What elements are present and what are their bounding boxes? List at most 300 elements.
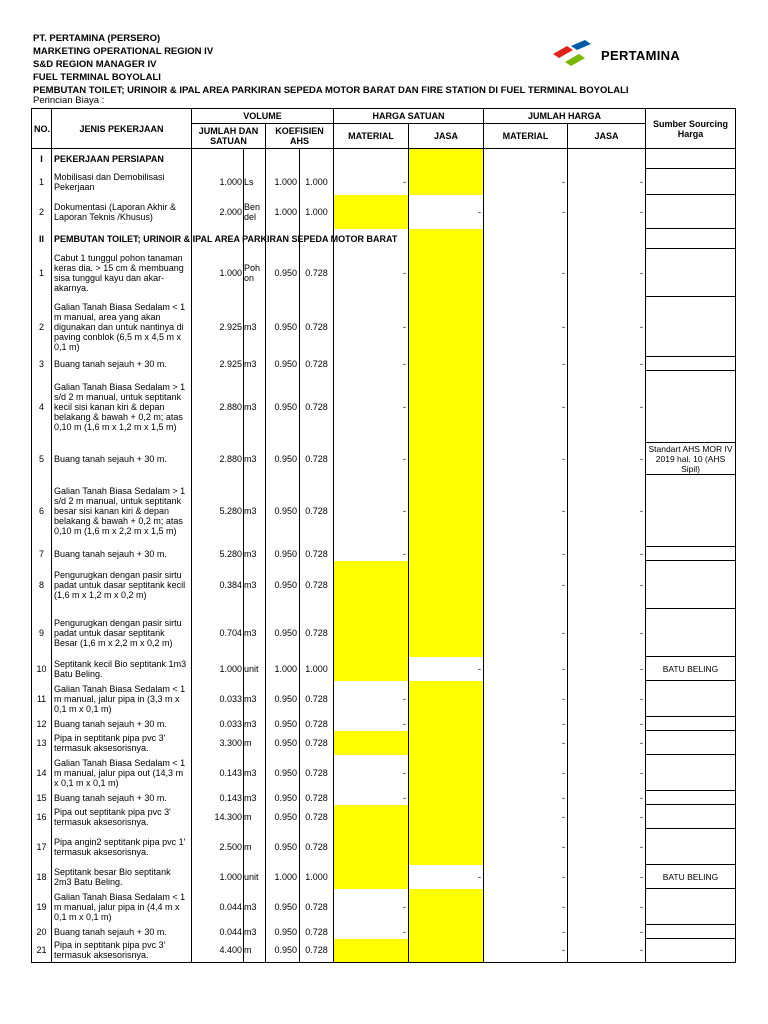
item-description: Pipa in septitank pipa pvc 3' termasuk aksesorisnya. (52, 939, 192, 963)
item-description: Pipa out septitank pipa pvc 3' termasuk aksesorisnya. (52, 805, 192, 829)
item-coefficient: 0.950 (266, 717, 300, 731)
item-ahs: 0.728 (300, 443, 334, 475)
item-material-price: - (334, 889, 409, 925)
col-jasa: JASA (409, 124, 484, 149)
item-quantity: 0.143 (192, 755, 244, 791)
subtitle: Perincian Biaya : (33, 95, 105, 106)
item-unit: m (244, 939, 266, 963)
item-quantity: 2.880 (192, 443, 244, 475)
item-coefficient: 0.950 (266, 249, 300, 297)
item-number: 5 (32, 443, 52, 475)
item-quantity: 2.880 (192, 371, 244, 443)
item-unit: m3 (244, 371, 266, 443)
item-unit: m3 (244, 681, 266, 717)
sumber-cell (646, 791, 736, 805)
item-total-jasa: - (568, 717, 646, 731)
item-jasa-price (409, 297, 484, 357)
item-coefficient: 0.950 (266, 475, 300, 547)
item-quantity: 0.143 (192, 791, 244, 805)
item-coefficient: 1.000 (266, 657, 300, 681)
item-total-jasa: - (568, 371, 646, 443)
item-total-jasa: - (568, 297, 646, 357)
col-jumlah-material: MATERIAL (484, 124, 568, 149)
item-quantity: 0.033 (192, 681, 244, 717)
item-number: 20 (32, 925, 52, 939)
item-ahs: 0.728 (300, 829, 334, 865)
item-description: Buang tanah sejauh + 30 m. (52, 357, 192, 371)
item-number: 21 (32, 939, 52, 963)
table-row (32, 717, 736, 731)
item-coefficient: 0.950 (266, 609, 300, 657)
table-row (32, 805, 736, 829)
item-ahs: 0.728 (300, 925, 334, 939)
item-coefficient: 0.950 (266, 443, 300, 475)
empty-cell (192, 149, 244, 169)
item-unit: m3 (244, 357, 266, 371)
item-description: Galian Tanah Biasa Sedalam > 1 s/d 2 m manual, untuk septitank besar sisi kanan kiri & depan belakang & bawah + 0,2 m; atas 0,10 m (1,6 m x 2,2 m x 1,5 m) (52, 475, 192, 547)
item-description: Buang tanah sejauh + 30 m. (52, 717, 192, 731)
item-ahs: 1.000 (300, 195, 334, 229)
table-row (32, 561, 736, 609)
item-unit: m3 (244, 443, 266, 475)
item-total-material: - (484, 889, 568, 925)
item-material-price (334, 939, 409, 963)
item-coefficient: 0.950 (266, 681, 300, 717)
item-ahs: 1.000 (300, 657, 334, 681)
table-row (32, 475, 736, 547)
item-total-material: - (484, 297, 568, 357)
item-jasa-price: - (409, 195, 484, 229)
sumber-cell (646, 475, 736, 547)
item-ahs: 0.728 (300, 681, 334, 717)
item-material-price: - (334, 791, 409, 805)
sumber-cell (646, 547, 736, 561)
section-row (32, 229, 736, 249)
item-description: Galian Tanah Biasa Sedalam > 1 s/d 2 m manual, untuk septitank kecil sisi kanan kiri & depan belakang & bawah + 0,2 m; atas 0,10 m (1,6 m x 1,2 m x 1,5 m) (52, 371, 192, 443)
section-number: I (32, 149, 52, 169)
item-number: 15 (32, 791, 52, 805)
item-description: Buang tanah sejauh + 30 m. (52, 547, 192, 561)
item-ahs: 0.728 (300, 357, 334, 371)
sumber-cell (646, 357, 736, 371)
item-description: Galian Tanah Biasa Sedalam < 1 m manual, jalur pipa in (3,3 m x 0,1 m x 0,1 m) (52, 681, 192, 717)
item-ahs: 1.000 (300, 865, 334, 889)
sumber-cell (646, 829, 736, 865)
item-unit: m (244, 829, 266, 865)
item-unit: m3 (244, 547, 266, 561)
item-total-material: - (484, 357, 568, 371)
sumber-cell (646, 561, 736, 609)
item-quantity: 1.000 (192, 249, 244, 297)
item-coefficient: 0.950 (266, 829, 300, 865)
item-total-jasa: - (568, 791, 646, 805)
item-unit: Poh on (244, 249, 266, 297)
item-quantity: 2.925 (192, 297, 244, 357)
table-row (32, 249, 736, 297)
item-number: 2 (32, 297, 52, 357)
item-total-material: - (484, 547, 568, 561)
item-number: 1 (32, 169, 52, 195)
item-description: Buang tanah sejauh + 30 m. (52, 791, 192, 805)
col-volume: VOLUME (192, 109, 334, 124)
empty-cell (568, 149, 646, 169)
item-number: 3 (32, 357, 52, 371)
manager-name: S&D REGION MANAGER IV (33, 59, 157, 70)
item-quantity: 5.280 (192, 547, 244, 561)
item-unit: m3 (244, 889, 266, 925)
col-harga-satuan: HARGA SATUAN (334, 109, 484, 124)
item-coefficient: 0.950 (266, 731, 300, 755)
sumber-cell (646, 609, 736, 657)
empty-cell (409, 229, 484, 249)
item-unit: m3 (244, 561, 266, 609)
cost-table (31, 108, 736, 963)
item-quantity: 0.044 (192, 889, 244, 925)
item-ahs: 0.728 (300, 717, 334, 731)
sumber-cell (646, 371, 736, 443)
item-unit: m3 (244, 475, 266, 547)
item-ahs: 0.728 (300, 731, 334, 755)
item-jasa-price (409, 805, 484, 829)
item-number: 7 (32, 547, 52, 561)
item-description: Cabut 1 tunggul pohon tanaman keras dia. > 15 cm & membuang sisa tunggul kayu dan akar-akarnya. (52, 249, 192, 297)
item-jasa-price (409, 249, 484, 297)
table-row (32, 443, 736, 475)
section-number: II (32, 229, 52, 249)
item-coefficient: 0.950 (266, 357, 300, 371)
item-material-price (334, 805, 409, 829)
table-row (32, 297, 736, 357)
item-total-jasa: - (568, 475, 646, 547)
empty-cell (244, 149, 266, 169)
sumber-cell (646, 805, 736, 829)
item-number: 14 (32, 755, 52, 791)
item-description: Buang tanah sejauh + 30 m. (52, 925, 192, 939)
col-koefisien: KOEFISIEN AHS (266, 124, 334, 149)
item-coefficient: 0.950 (266, 889, 300, 925)
item-number: 8 (32, 561, 52, 609)
sumber-cell (646, 297, 736, 357)
logo-text: PERTAMINA (601, 48, 681, 63)
sumber-cell (646, 229, 736, 249)
item-number: 6 (32, 475, 52, 547)
item-quantity: 1.000 (192, 657, 244, 681)
item-unit: m (244, 805, 266, 829)
item-total-jasa: - (568, 925, 646, 939)
item-unit: m3 (244, 717, 266, 731)
table-body (32, 149, 736, 963)
item-total-material: - (484, 561, 568, 609)
item-ahs: 0.728 (300, 475, 334, 547)
item-material-price: - (334, 371, 409, 443)
item-jasa-price (409, 681, 484, 717)
pertamina-logo-icon (551, 40, 599, 70)
table-row (32, 357, 736, 371)
empty-cell (334, 149, 409, 169)
item-ahs: 0.728 (300, 609, 334, 657)
item-coefficient: 1.000 (266, 195, 300, 229)
item-unit: Ben del (244, 195, 266, 229)
table-row (32, 829, 736, 865)
document-header (33, 32, 629, 97)
item-description: Galian Tanah Biasa Sedalam < 1 m manual, area yang akan digunakan dan untuk nantinya di paving conblok (6,5 m x 4,5 m x 0,1 m) (52, 297, 192, 357)
item-ahs: 0.728 (300, 805, 334, 829)
col-jumlah-jasa: JASA (568, 124, 646, 149)
item-total-material: - (484, 731, 568, 755)
item-number: 2 (32, 195, 52, 229)
terminal-name: FUEL TERMINAL BOYOLALI (33, 72, 161, 83)
item-total-jasa: - (568, 657, 646, 681)
item-total-jasa: - (568, 609, 646, 657)
empty-cell (484, 229, 568, 249)
item-material-price: - (334, 475, 409, 547)
sumber-cell (646, 717, 736, 731)
company-name: PT. PERTAMINA (PERSERO) (33, 33, 161, 44)
item-jasa-price (409, 475, 484, 547)
item-material-price: - (334, 249, 409, 297)
sumber-cell: BATU BELING (646, 865, 736, 889)
item-description: Dokumentasi (Laporan Akhir & Laporan Teknis /Khusus) (52, 195, 192, 229)
item-material-price: - (334, 681, 409, 717)
sumber-cell (646, 195, 736, 229)
item-total-jasa: - (568, 755, 646, 791)
table-row (32, 195, 736, 229)
item-jasa-price (409, 357, 484, 371)
item-description: Septitank kecil Bio septitank 1m3 Batu Beling. (52, 657, 192, 681)
sumber-cell (646, 249, 736, 297)
item-total-jasa: - (568, 195, 646, 229)
table-row (32, 547, 736, 561)
item-material-price: - (334, 925, 409, 939)
sumber-cell (646, 939, 736, 963)
item-total-jasa: - (568, 939, 646, 963)
table-row (32, 939, 736, 963)
item-total-material: - (484, 195, 568, 229)
item-coefficient: 0.950 (266, 805, 300, 829)
table-row (32, 865, 736, 889)
item-unit: Ls (244, 169, 266, 195)
col-jumlah-harga: JUMLAH HARGA (484, 109, 646, 124)
item-jasa-price (409, 561, 484, 609)
item-material-price: - (334, 717, 409, 731)
item-total-jasa: - (568, 547, 646, 561)
col-material: MATERIAL (334, 124, 409, 149)
item-material-price: - (334, 169, 409, 195)
item-coefficient: 0.950 (266, 755, 300, 791)
empty-cell (300, 149, 334, 169)
item-jasa-price (409, 755, 484, 791)
sumber-cell (646, 681, 736, 717)
item-number: 16 (32, 805, 52, 829)
item-coefficient: 1.000 (266, 169, 300, 195)
col-no: NO. (32, 109, 52, 149)
item-coefficient: 0.950 (266, 925, 300, 939)
item-total-material: - (484, 609, 568, 657)
item-jasa-price: - (409, 865, 484, 889)
empty-cell (409, 149, 484, 169)
item-material-price (334, 865, 409, 889)
item-total-jasa: - (568, 561, 646, 609)
item-number: 10 (32, 657, 52, 681)
item-number: 9 (32, 609, 52, 657)
item-total-jasa: - (568, 357, 646, 371)
item-ahs: 0.728 (300, 371, 334, 443)
item-total-jasa: - (568, 829, 646, 865)
sumber-cell: BATU BELING (646, 657, 736, 681)
sumber-cell (646, 731, 736, 755)
item-total-material: - (484, 925, 568, 939)
sumber-cell (646, 149, 736, 169)
item-quantity: 1.000 (192, 169, 244, 195)
item-material-price: - (334, 297, 409, 357)
item-description: Pipa in septitank pipa pvc 3' termasuk aksesorisnya. (52, 731, 192, 755)
item-total-jasa: - (568, 865, 646, 889)
item-total-material: - (484, 717, 568, 731)
empty-cell (484, 149, 568, 169)
item-number: 13 (32, 731, 52, 755)
table-row (32, 925, 736, 939)
item-coefficient: 0.950 (266, 791, 300, 805)
item-quantity: 5.280 (192, 475, 244, 547)
item-number: 19 (32, 889, 52, 925)
item-total-jasa: - (568, 169, 646, 195)
item-total-jasa: - (568, 443, 646, 475)
item-total-material: - (484, 865, 568, 889)
item-total-material: - (484, 169, 568, 195)
item-unit: m3 (244, 755, 266, 791)
item-number: 4 (32, 371, 52, 443)
item-coefficient: 0.950 (266, 939, 300, 963)
item-jasa-price (409, 889, 484, 925)
item-description: Buang tanah sejauh + 30 m. (52, 443, 192, 475)
project-title: PEMBUTAN TOILET; URINOIR & IPAL AREA PARKIRAN SEPEDA MOTOR BARAT DAN FIRE STATION DI FUEL TERMINAL BOYOLALI (33, 85, 629, 96)
item-ahs: 0.728 (300, 939, 334, 963)
item-number: 11 (32, 681, 52, 717)
item-number: 12 (32, 717, 52, 731)
item-ahs: 0.728 (300, 297, 334, 357)
item-quantity: 2.500 (192, 829, 244, 865)
item-total-material: - (484, 939, 568, 963)
item-ahs: 0.728 (300, 755, 334, 791)
item-ahs: 0.728 (300, 791, 334, 805)
item-unit: m (244, 731, 266, 755)
item-material-price (334, 609, 409, 657)
item-quantity: 2.000 (192, 195, 244, 229)
item-material-price: - (334, 357, 409, 371)
item-coefficient: 0.950 (266, 297, 300, 357)
empty-cell (568, 229, 646, 249)
pertamina-logo (551, 40, 711, 70)
item-ahs: 1.000 (300, 169, 334, 195)
item-number: 18 (32, 865, 52, 889)
item-unit: unit (244, 657, 266, 681)
item-quantity: 14.300 (192, 805, 244, 829)
item-ahs: 0.728 (300, 889, 334, 925)
item-coefficient: 1.000 (266, 865, 300, 889)
item-quantity: 4.400 (192, 939, 244, 963)
item-description: Septitank besar Bio septitank 2m3 Batu Beling. (52, 865, 192, 889)
item-description: Pengurugkan dengan pasir sirtu padat untuk dasar septitank kecil (1,6 m x 1,2 m x 0,2 m) (52, 561, 192, 609)
empty-cell (266, 149, 300, 169)
item-total-jasa: - (568, 249, 646, 297)
table-row (32, 731, 736, 755)
item-coefficient: 0.950 (266, 561, 300, 609)
item-quantity: 0.384 (192, 561, 244, 609)
item-quantity: 1.000 (192, 865, 244, 889)
item-unit: m3 (244, 609, 266, 657)
item-number: 17 (32, 829, 52, 865)
item-description: Galian Tanah Biasa Sedalam < 1 m manual, jalur pipa out (14,3 m x 0,1 m x 0,1 m) (52, 755, 192, 791)
table-row (32, 169, 736, 195)
item-material-price: - (334, 443, 409, 475)
item-material-price (334, 657, 409, 681)
region-name: MARKETING OPERATIONAL REGION IV (33, 46, 214, 57)
item-total-material: - (484, 791, 568, 805)
item-jasa-price (409, 829, 484, 865)
item-material-price: - (334, 547, 409, 561)
item-total-jasa: - (568, 805, 646, 829)
col-jumlah-satuan: JUMLAH DAN SATUAN (192, 124, 266, 149)
item-total-material: - (484, 657, 568, 681)
item-description: Pipa angin2 septitank pipa pvc 1' termasuk aksesorisnya. (52, 829, 192, 865)
item-jasa-price (409, 731, 484, 755)
item-quantity: 0.033 (192, 717, 244, 731)
item-jasa-price (409, 717, 484, 731)
item-total-jasa: - (568, 681, 646, 717)
item-unit: m3 (244, 297, 266, 357)
item-jasa-price (409, 443, 484, 475)
col-jenis-pekerjaan: JENIS PEKERJAAN (52, 109, 192, 149)
sumber-cell (646, 889, 736, 925)
table-row (32, 681, 736, 717)
section-row (32, 149, 736, 169)
item-total-jasa: - (568, 889, 646, 925)
item-material-price (334, 195, 409, 229)
item-unit: unit (244, 865, 266, 889)
item-jasa-price (409, 925, 484, 939)
item-ahs: 0.728 (300, 561, 334, 609)
item-total-material: - (484, 755, 568, 791)
item-jasa-price (409, 939, 484, 963)
section-title: PEMBUTAN TOILET; URINOIR & IPAL AREA PARKIRAN SEPEDA MOTOR BARAT (52, 229, 192, 249)
item-total-material: - (484, 249, 568, 297)
item-total-material: - (484, 371, 568, 443)
item-jasa-price (409, 169, 484, 195)
item-jasa-price (409, 547, 484, 561)
table-row (32, 371, 736, 443)
item-unit: m3 (244, 925, 266, 939)
table-row (32, 791, 736, 805)
item-material-price (334, 561, 409, 609)
item-total-material: - (484, 443, 568, 475)
item-coefficient: 0.950 (266, 371, 300, 443)
item-number: 1 (32, 249, 52, 297)
item-material-price (334, 829, 409, 865)
item-jasa-price: - (409, 657, 484, 681)
col-sumber: Sumber Sourcing Harga (646, 109, 736, 149)
sumber-cell: Standart AHS MOR IV 2019 hal. 10 (AHS Sipil) (646, 443, 736, 475)
item-quantity: 2.925 (192, 357, 244, 371)
item-material-price: - (334, 755, 409, 791)
item-total-material: - (484, 475, 568, 547)
table-row (32, 755, 736, 791)
item-description: Pengurugkan dengan pasir sirtu padat untuk dasar septitank Besar (1,6 m x 2,2 m x 0,2 m) (52, 609, 192, 657)
item-jasa-price (409, 371, 484, 443)
item-total-jasa: - (568, 731, 646, 755)
item-unit: m3 (244, 791, 266, 805)
item-ahs: 0.728 (300, 547, 334, 561)
item-ahs: 0.728 (300, 249, 334, 297)
